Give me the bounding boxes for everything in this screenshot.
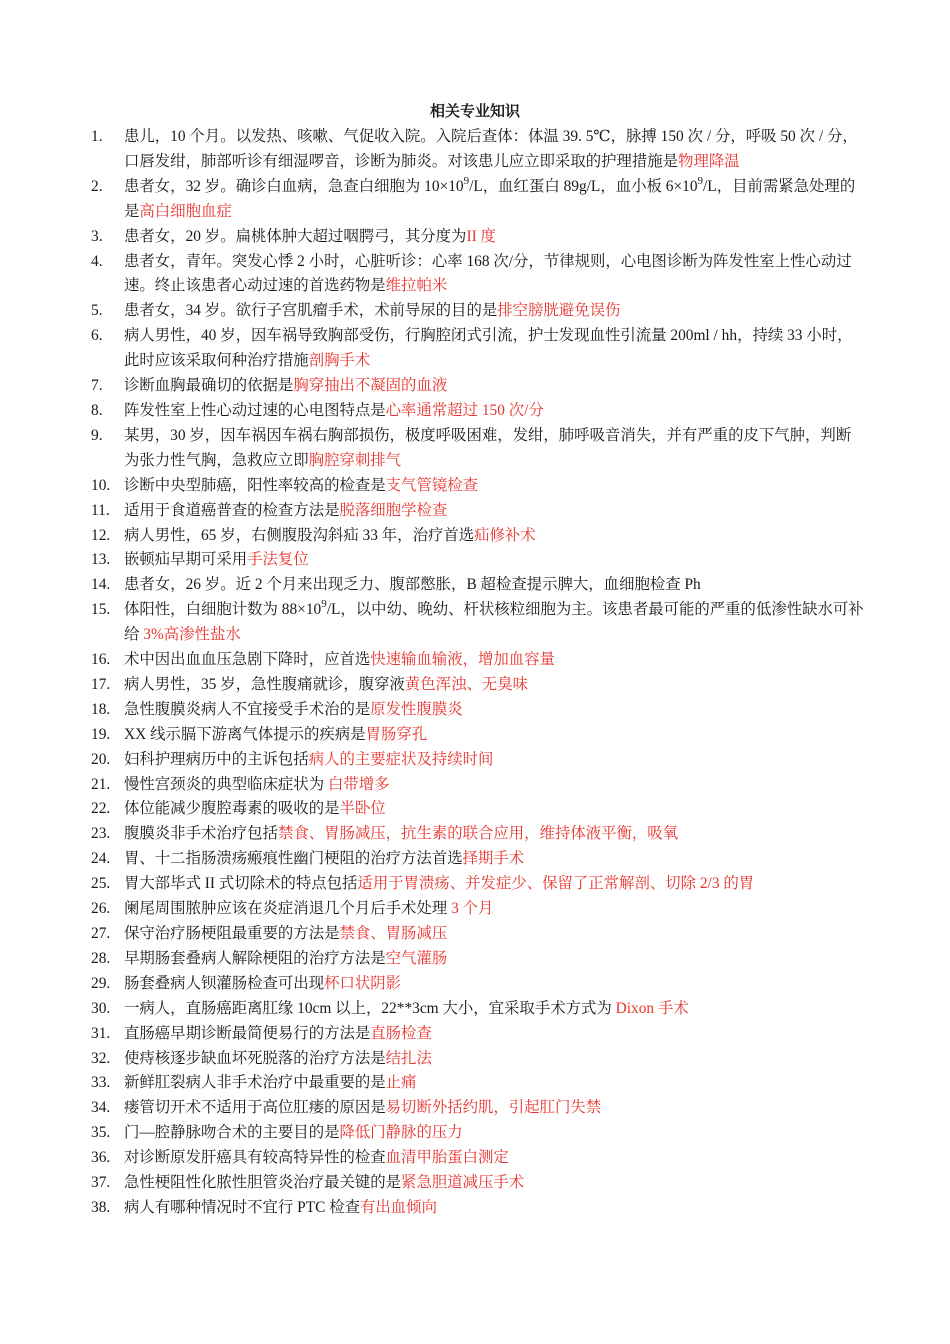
question-text: [124, 648, 864, 673]
question-text: [124, 1096, 864, 1121]
question-item: [0, 1022, 950, 1047]
answer-text: 血清甲胎蛋白测定: [385, 1149, 509, 1167]
question-text: [124, 524, 864, 549]
question-text: [124, 250, 864, 300]
answer-text: 紧急胆道减压手术: [401, 1174, 525, 1192]
question-segment: 妇科护理病历中的主诉包括: [124, 750, 309, 768]
question-segment: XX 线示膈下游离气体提示的疾病是: [124, 725, 366, 743]
question-segment: 胃大部毕式 II 式切除术的特点包括: [124, 875, 358, 893]
question-text: [124, 1146, 864, 1171]
question-segment: 早期肠套叠病人解除梗阻的治疗方法是: [124, 949, 386, 967]
question-segment: 患者女，32 岁。确诊白血病，急查白细胞为 10×10: [124, 177, 464, 195]
question-segment: 体阳性，白细胞计数为 88×10: [124, 601, 322, 619]
question-text: [124, 773, 864, 798]
question-number: 35.: [91, 1124, 111, 1142]
question-segment: 腹膜炎非手术治疗包括: [124, 825, 278, 843]
answer-text: 物理降温: [678, 152, 740, 170]
answer-text: 白带增多: [327, 775, 390, 793]
question-number: 24.: [91, 850, 111, 868]
question-number: 25.: [91, 875, 111, 893]
answer-text: 排空膀胱避免误伤: [497, 302, 621, 320]
question-number: 22.: [91, 800, 111, 818]
question-number: 13.: [91, 551, 111, 569]
question-number: 11.: [91, 501, 110, 519]
question-number: 26.: [91, 900, 111, 918]
answer-text: 空气灌肠: [385, 949, 448, 967]
answer-text: 胃肠穿孔: [365, 725, 428, 743]
question-number: 20.: [91, 750, 111, 768]
answer-text: Dixon 手术: [615, 999, 689, 1017]
question-item: [0, 573, 950, 598]
question-number: 6.: [91, 327, 103, 345]
question-segment: 一病人，直肠癌距离肛缘 10cm 以上，22**3cm 大小，宜采取手术方式为: [124, 999, 616, 1017]
question-segment: 肠套叠病人钡灌肠检查可出现: [124, 974, 325, 992]
question-text: [124, 897, 864, 922]
question-item: [0, 598, 950, 648]
answer-text: 易切断外括约肌，引起肛门失禁: [385, 1099, 602, 1117]
question-number: 3.: [91, 227, 103, 245]
question-item: [0, 324, 950, 374]
question-number: 17.: [91, 675, 111, 693]
answer-text: 适用于胃溃疡、并发症少、保留了正常解剖、切除 2/3 的胃: [357, 875, 755, 893]
question-segment: /L，目前需紧急处理的是: [124, 177, 856, 220]
answer-text: 心率通常超过 150 次/分: [385, 401, 544, 419]
question-number: 7.: [91, 377, 103, 395]
question-segment: 胃、十二指肠溃疡瘢痕性幽门梗阻的治疗方法首选: [124, 850, 463, 868]
answer-text: 剖胸手术: [308, 352, 371, 370]
question-number: 31.: [91, 1024, 111, 1042]
question-text: [124, 399, 864, 424]
question-item: [0, 1196, 950, 1221]
question-number: 2.: [91, 177, 103, 195]
question-item: [0, 1171, 950, 1196]
question-number: 37.: [91, 1174, 111, 1192]
question-number: 10.: [91, 476, 111, 494]
question-segment: 病人男性，35 岁，急性腹痛就诊，腹穿液: [124, 675, 405, 693]
question-segment: 患者女，34 岁。欲行子宫肌瘤手术，术前导尿的目的是: [124, 302, 498, 320]
question-segment: 急性腹膜炎病人不宜接受手术治的是: [124, 700, 371, 718]
answer-text: 有出血倾向: [360, 1198, 437, 1216]
question-text: [124, 1196, 864, 1221]
question-item: [0, 748, 950, 773]
question-text: [124, 299, 864, 324]
question-number: 5.: [91, 302, 103, 320]
question-number: 4.: [91, 252, 103, 270]
question-segment: 体位能减少腹腔毒素的吸收的是: [124, 800, 340, 818]
answer-text: 胸穿抽出不凝固的血液: [293, 377, 448, 395]
question-item: [0, 1096, 950, 1121]
question-segment: 直肠癌早期诊断最简便易行的方法是: [124, 1024, 371, 1042]
question-number: 8.: [91, 401, 103, 419]
question-segment: 急性梗阻性化脓性胆管炎治疗最关键的是: [124, 1174, 402, 1192]
question-number: 33.: [91, 1074, 111, 1092]
question-text: [124, 748, 864, 773]
question-text: [124, 374, 864, 399]
question-item: [0, 698, 950, 723]
question-text: [124, 1047, 864, 1072]
question-segment: 阑尾周围脓肿应该在炎症消退几个月后手术处理: [124, 900, 452, 918]
exponent: 9: [697, 174, 704, 187]
question-item: [0, 947, 950, 972]
question-item: [0, 723, 950, 748]
question-segment: 患者女，青年。突发心悸 2 小时，心脏听诊：心率 168 次/分，节律规则，心电图诊断为阵发性室上性心动过速。终止该患者心动过速的首选药物是: [124, 252, 852, 295]
answer-text: 支气管镜检查: [385, 476, 479, 494]
question-segment: 术中因出血血压急剧下降时，应首选: [124, 651, 371, 669]
answer-text: 择期手术: [462, 850, 525, 868]
question-item: [0, 648, 950, 673]
question-number: 29.: [91, 974, 111, 992]
question-segment: 门—腔静脉吻合术的主要目的是: [124, 1124, 340, 1142]
exponent: 9: [463, 174, 470, 187]
question-item: [0, 1047, 950, 1072]
page-title: 相关专业知识: [429, 104, 520, 120]
question-item: [0, 1146, 950, 1171]
question-segment: 诊断中央型肺癌，阳性率较高的检查是: [124, 476, 386, 494]
question-segment: 患者女，20 岁。扁桃体肿大超过咽腭弓，其分度为: [124, 227, 467, 245]
question-segment: 慢性宫颈炎的典型临床症状为: [124, 775, 328, 793]
question-text: [124, 972, 864, 997]
question-text: [124, 673, 864, 698]
question-list: [0, 125, 950, 1221]
question-item: [0, 225, 950, 250]
question-segment: 某男，30 岁，因车祸因车祸右胸部损伤，极度呼吸困难，发绀，肺呼吸音消失，并有严重的皮下气肿，判断为张力性气胸，急救应立即: [124, 426, 852, 469]
question-text: [124, 797, 864, 822]
question-segment: 病人男性，65 岁，右侧腹股沟斜疝 33 年，治疗首选: [124, 526, 475, 544]
answer-text: 半卧位: [339, 800, 386, 818]
question-segment: 患儿，10 个月。以发热、咳嗽、气促收入院。入院后查体：体温 39. 5℃，脉搏 150 次 / 分，呼吸 50 次 / 分，口唇发绀，肺部听诊有细湿啰音，诊断为肺炎。对该患儿应立即采取的护理措施是: [124, 128, 858, 170]
question-number: 23.: [91, 825, 111, 843]
question-text: [124, 847, 864, 872]
question-text: [124, 225, 864, 250]
question-segment: /L，血红蛋白 89g/L，血小板 6×10: [469, 177, 698, 195]
question-number: 27.: [91, 925, 111, 942]
question-item: [0, 773, 950, 798]
question-item: [0, 524, 950, 549]
question-segment: 病人有哪种情况时不宜行 PTC 检查: [124, 1198, 360, 1216]
question-number: 32.: [91, 1049, 111, 1067]
answer-text: 杯口状阴影: [324, 974, 402, 992]
question-item: [0, 1121, 950, 1146]
question-text: [124, 573, 864, 598]
question-segment: 嵌顿疝早期可采用: [124, 551, 248, 569]
question-item: [0, 922, 950, 947]
question-segment: 患者女，26 岁。近 2 个月来出现乏力、腹部憋胀，B 超检查提示脾大，血细胞检查 Ph: [124, 576, 701, 594]
question-text: [124, 872, 864, 897]
answer-text: 原发性腹膜炎: [370, 700, 463, 718]
question-text: [124, 947, 864, 972]
question-item: [0, 250, 950, 300]
question-text: [124, 548, 864, 573]
question-item: [0, 872, 950, 897]
question-item: [0, 499, 950, 524]
question-text: [124, 1071, 864, 1096]
answer-text: 禁食、胃肠减压，抗生素的联合应用，维持体液平衡，吸氧: [277, 825, 679, 843]
question-segment: 对诊断原发肝癌具有较高特异性的检查: [124, 1149, 386, 1167]
question-number: 9.: [91, 426, 103, 444]
answer-text: 脱落细胞学检查: [339, 501, 448, 519]
question-segment: 新鲜肛裂病人非手术治疗中最重要的是: [124, 1074, 386, 1092]
question-item: [0, 972, 950, 997]
answer-text: 疝修补术: [474, 526, 536, 544]
question-text: [124, 1121, 864, 1146]
question-number: 21.: [91, 775, 111, 793]
question-text: [124, 723, 864, 748]
question-item: [0, 797, 950, 822]
question-text: [124, 424, 864, 474]
exponent: 9: [321, 598, 327, 611]
answer-text: 维拉帕米: [385, 277, 448, 295]
question-item: [0, 399, 950, 424]
question-number: 28.: [91, 949, 111, 967]
question-text: [124, 175, 864, 225]
question-text: [124, 922, 864, 947]
question-text: [124, 324, 864, 374]
question-number: 16.: [91, 651, 111, 669]
question-number: 12.: [91, 526, 111, 544]
question-item: [0, 673, 950, 698]
question-item: [0, 175, 950, 225]
question-segment: 诊断血胸最确切的依据是: [124, 377, 294, 395]
answer-text: 3 个月: [451, 900, 494, 918]
answer-text: 禁食、胃肠减压: [339, 925, 448, 942]
question-number: 34.: [91, 1099, 111, 1117]
question-number: 14.: [91, 576, 111, 594]
question-item: [0, 125, 950, 175]
answer-text: 止痛: [385, 1074, 417, 1092]
question-item: [0, 822, 950, 847]
question-text: [124, 1022, 864, 1047]
answer-text: 病人的主要症状及持续时间: [308, 750, 494, 768]
question-number: 38.: [91, 1198, 111, 1216]
question-number: 36.: [91, 1149, 111, 1167]
question-text: [124, 598, 864, 648]
answer-text: 降低门静脉的压力: [339, 1124, 463, 1142]
question-number: 1.: [91, 128, 103, 145]
question-segment: 阵发性室上性心动过速的心电图特点是: [124, 401, 386, 419]
question-item: [0, 847, 950, 872]
question-text: [124, 499, 864, 524]
question-item: [0, 897, 950, 922]
answer-text: 直肠检查: [370, 1024, 432, 1042]
question-item: [0, 548, 950, 573]
question-item: [0, 997, 950, 1022]
question-item: [0, 299, 950, 324]
question-segment: /L，以中幼、晚幼、杆状核粒细胞为主。该患者最可能的严重的低渗性缺水可补给: [124, 601, 864, 644]
answer-text: 快速输血输液，增加血容量: [370, 651, 555, 669]
answer-text: II 度: [466, 227, 496, 245]
question-item: [0, 1071, 950, 1096]
answer-text: 胸腔穿刺排气: [308, 451, 402, 469]
question-text: [124, 474, 864, 499]
question-segment: 瘘管切开术不适用于高位肛瘘的原因是: [124, 1099, 386, 1117]
question-number: 18.: [91, 700, 111, 718]
question-item: [0, 424, 950, 474]
answer-text: 黄色浑浊、无臭味: [404, 675, 529, 693]
question-number: 15.: [91, 601, 111, 619]
question-number: 30.: [91, 999, 111, 1017]
question-item: [0, 474, 950, 499]
answer-text: 结扎法: [385, 1049, 432, 1067]
answer-text: 3%高渗性盐水: [143, 626, 241, 644]
question-text: [124, 125, 864, 175]
question-text: [124, 822, 864, 847]
question-item: [0, 374, 950, 399]
question-segment: 病人男性，40 岁，因车祸导致胸部受伤，行胸腔闭式引流，护士发现血性引流量 200ml / hh，持续 33 小时，此时应该采取何种治疗措施: [124, 327, 853, 370]
question-text: [124, 997, 864, 1022]
question-segment: 保守治疗肠梗阻最重要的方法是: [124, 925, 340, 942]
question-segment: 使痔核逐步缺血坏死脱落的治疗方法是: [124, 1049, 386, 1067]
question-number: 19.: [91, 725, 111, 743]
answer-text: 高白细胞血症: [139, 202, 232, 220]
question-segment: 适用于食道癌普查的检查方法是: [124, 501, 340, 519]
question-text: [124, 1171, 864, 1196]
question-text: [124, 698, 864, 723]
answer-text: 手法复位: [247, 551, 309, 569]
